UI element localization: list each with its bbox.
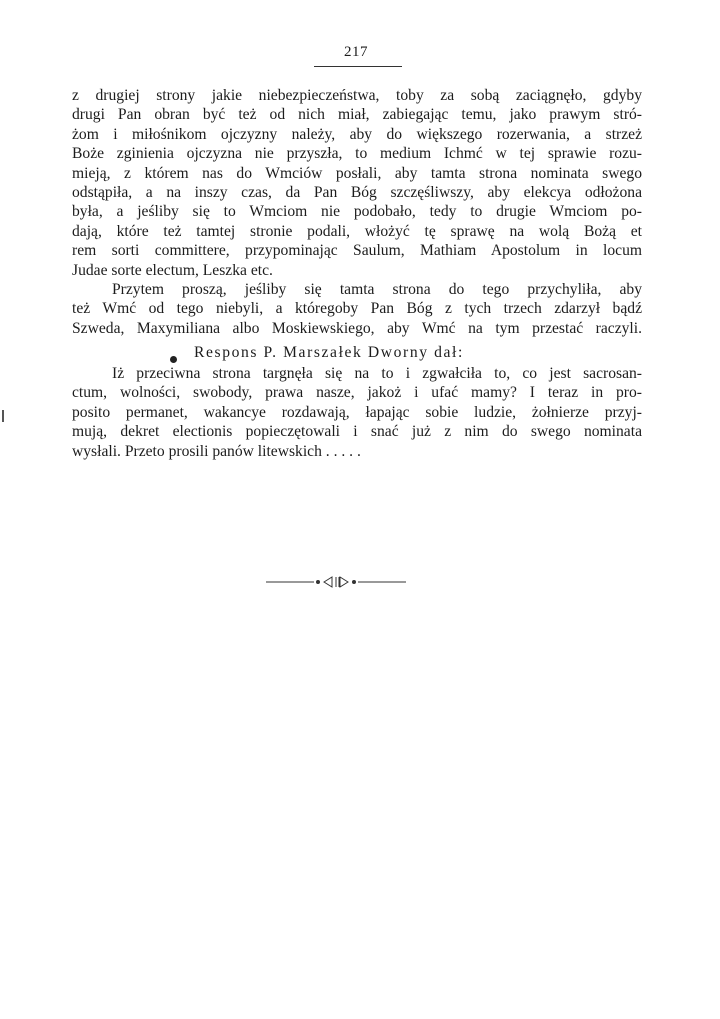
- paragraph-line: była, a jeśliby się to Wmciom nie podobało, tedy to drugie Wmciom po-: [72, 203, 642, 221]
- paragraph-line: ctum, wolności, swobody, prawa nasze, jakoż i ufać mamy? I teraz in pro-: [72, 384, 642, 402]
- paragraph-line: też Wmć od tego niebyli, a któregoby Pan Bóg z tych trzech zdarzył bądź: [72, 300, 642, 318]
- paragraph-line: mują, dekret electionis popieczętowali i snać już z nim do swego nominata: [72, 423, 642, 441]
- page-number-rule: [314, 66, 402, 67]
- page-number: 217: [344, 44, 368, 60]
- paragraph-line: odstąpiła, a na inszy czas, da Pan Bóg szczęśliwszy, aby elekcya odłożona: [72, 183, 642, 201]
- paragraph-3: [72, 364, 642, 461]
- section-heading-text: Respons P. Marszałek Dworny dał:: [194, 344, 464, 362]
- paragraph-line: z drugiej strony jakie niebezpieczeństwa, toby za sobą zaciągnęło, gdyby: [72, 87, 642, 104]
- section-heading: [72, 342, 642, 364]
- ornament-divider-icon: [266, 574, 406, 590]
- paragraph-line: drugi Pan obran być też od nich miał, zabiegając temu, jako prawym stró-: [72, 106, 642, 124]
- paragraph-1: [72, 86, 642, 280]
- paragraph-line: wysłali. Przeto prosili panów litewskich . . . . .: [72, 442, 361, 460]
- paragraph-line: dają, które też tamtej stronie podali, włożyć tę sprawę na wolą Bożą et: [72, 222, 642, 240]
- margin-mark: [2, 410, 4, 422]
- paragraph-line: posito permanet, wakancye rozdawają, łapając sobie ludzie, żołnierze przyj-: [72, 403, 642, 421]
- paragraph-line: rem sorti committere, przypominając Saulum, Mathiam Apostolum in locum: [72, 242, 642, 260]
- bullet-icon: [170, 356, 177, 363]
- paragraph-line: Przytem proszą, jeśliby się tamta strona do tego przychyliła, aby: [112, 280, 642, 298]
- paragraph-line: Boże zginienia ojczyzna nie przyszła, to medium Ichmć w tej sprawie rozu-: [72, 145, 642, 163]
- body-text: [72, 86, 642, 461]
- paragraph-line: Iż przeciwna strona targnęła się na to i zgwałciła to, co jest sacrosan-: [112, 365, 642, 383]
- paragraph-line: Judae sorte electum, Leszka etc.: [72, 261, 273, 279]
- paragraph-line: Szweda, Maxymiliana albo Moskiewskiego, aby Wmć na tym przestać raczyli.: [72, 319, 642, 337]
- paragraph-line: żom i miłośnikom ojczyzny należy, aby do większego rozerwania, a strzeż: [72, 125, 642, 143]
- paragraph-2: [72, 280, 642, 338]
- paragraph-line: mieją, z którem nas do Wmciów posłali, aby tamta strona nominata swego: [72, 164, 642, 182]
